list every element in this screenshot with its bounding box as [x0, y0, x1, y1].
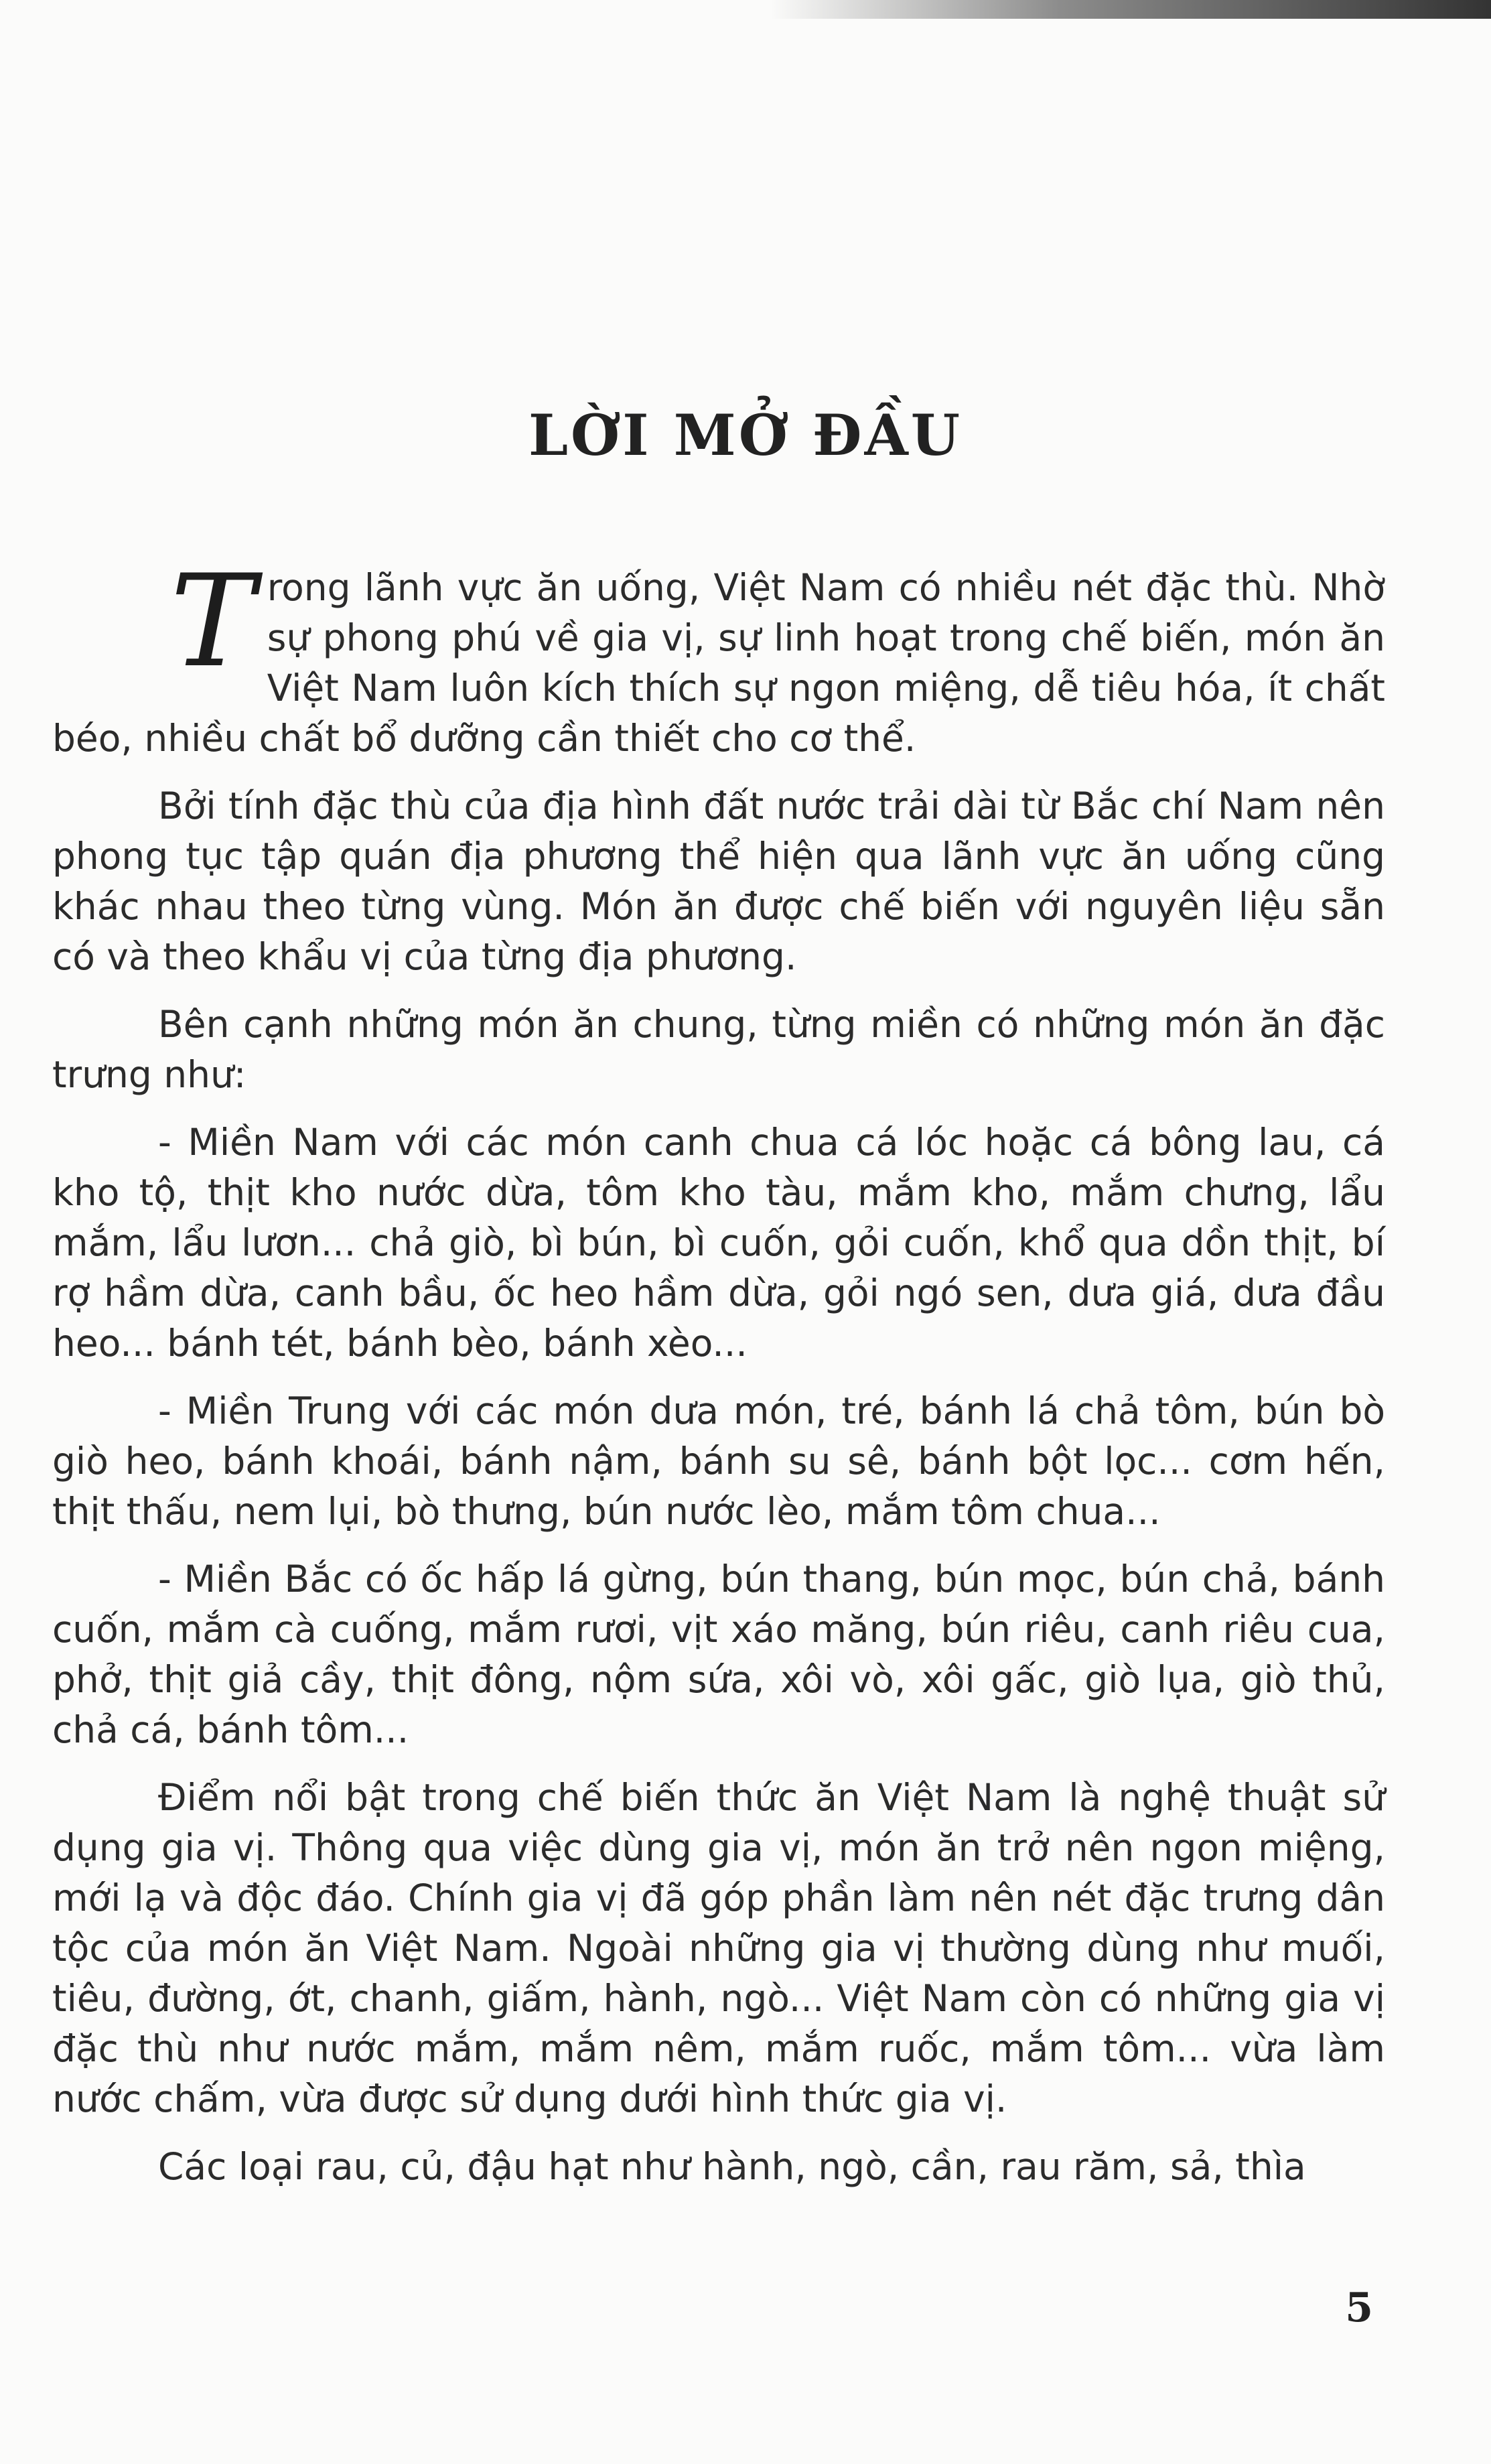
paragraph-intro — [52, 547, 1385, 764]
page-title: LỜI MỞ ĐẦU — [528, 402, 963, 468]
paragraph-central: - Miền Trung với các món dưa món, tré, bánh lá chả tôm, bún bò giò heo, bánh khoái, bánh nậm, bánh su sê, bánh bột lọc... cơm hến, thịt thấu, nem lụi, bò thưng, bún nước lèo, mắm tôm chua... — [52, 1389, 1385, 1533]
paragraph-intro-text: rong lãnh vực ăn uống, Việt Nam có nhiều nét đặc thù. Nhờ sự phong phú về gia vị, sự linh hoạt trong chế biến, món ăn Việt Nam luôn kích thích sự ngon miệng, dễ tiêu hóa, ít chất béo, nhiều chất bổ dưỡng cần thiết cho cơ thể. — [52, 566, 1385, 760]
paragraph-spices: Điểm nổi bật trong chế biến thức ăn Việt Nam là nghệ thuật sử dụng gia vị. Thông qua việc dùng gia vị, món ăn trở nên ngon miệng, mới lạ và độc đáo. Chính gia vị đã góp phần làm nên nét đặc trưng dân tộc của món ăn Việt Nam. Ngoài những gia vị thường dùng như muối, tiêu, đường, ớt, chanh, giấm, hành, ngò... Việt Nam còn có những gia vị đặc thù như nước mắm, mắm nêm, mắm ruốc, mắm tôm... vừa làm nước chấm, vừa được sử dụng dưới hình thức gia vị. — [52, 1776, 1385, 2120]
paragraph-north: - Miền Bắc có ốc hấp lá gừng, bún thang, bún mọc, bún chả, bánh cuốn, mắm cà cuống, mắm rươi, vịt xáo măng, bún riêu, canh riêu cua, phở, thịt giả cầy, thịt đông, nộm sứa, xôi vò, xôi gấc, giò lụa, giò thủ, chả cá, bánh tôm... — [52, 1558, 1385, 1751]
body-text — [52, 547, 1385, 2209]
page-number: 5 — [1345, 2284, 1373, 2331]
drop-cap: T — [170, 547, 255, 695]
paragraph-regional-intro: Bên cạnh những món ăn chung, từng miền có những món ăn đặc trưng như: — [52, 1003, 1385, 1096]
paragraph-vegetables: Các loại rau, củ, đậu hạt như hành, ngò, cần, rau răm, sả, thìa — [158, 2145, 1306, 2188]
paragraph-geography: Bởi tính đặc thù của địa hình đất nước trải dài từ Bắc chí Nam nên phong tục tập quán địa phương thể hiện qua lãnh vực ăn uống cũng khác nhau theo từng vùng. Món ăn được chế biến với nguyên liệu sẵn có và theo khẩu vị của từng địa phương. — [52, 784, 1385, 978]
paragraph-south: - Miền Nam với các món canh chua cá lóc hoặc cá bông lau, cá kho tộ, thịt kho nước dừa, tôm kho tàu, mắm kho, mắm chưng, lẩu mắm, lẩu lươn... chả giò, bì bún, bì cuốn, gỏi cuốn, khổ qua dồn thịt, bí rợ hầm dừa, canh bầu, ốc heo hầm dừa, gỏi ngó sen, dưa giá, dưa đầu heo... bánh tét, bánh bèo, bánh xèo... — [52, 1121, 1385, 1365]
page-edge-shadow — [770, 0, 1491, 19]
